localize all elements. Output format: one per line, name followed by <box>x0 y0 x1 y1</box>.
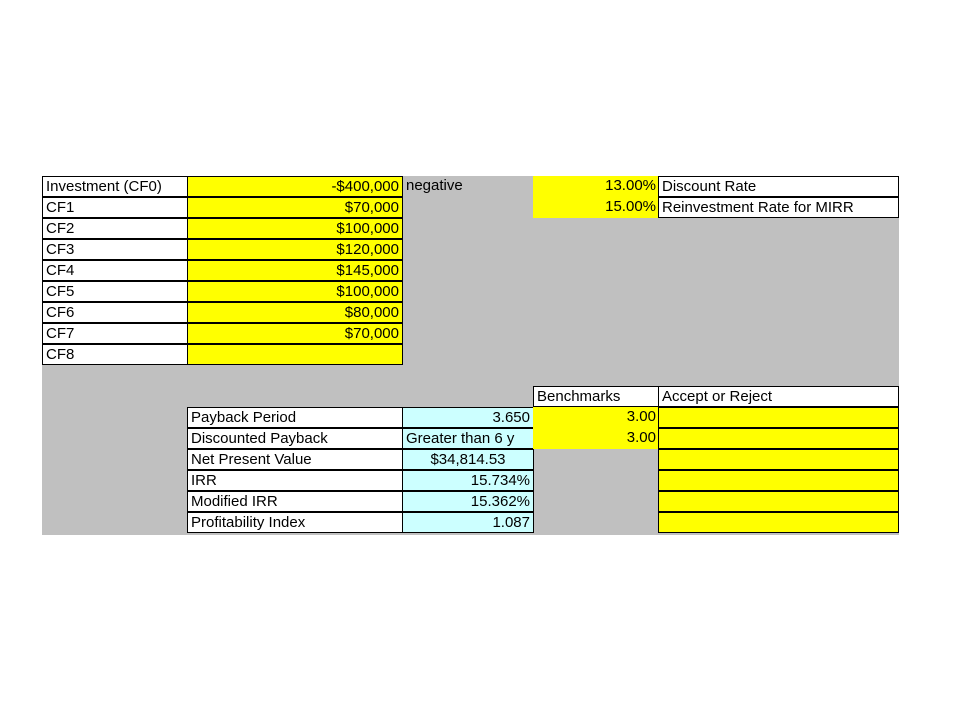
mirr-value[interactable]: 15.362% <box>402 491 534 512</box>
npv-value[interactable]: $34,814.53 <box>402 449 534 470</box>
cf6-value-cell[interactable]: $80,000 <box>187 302 403 323</box>
discounted-payback-label[interactable]: Discounted Payback <box>187 428 403 449</box>
profitability-index-value[interactable]: 1.087 <box>402 512 534 533</box>
cf8-value-cell[interactable] <box>187 344 403 365</box>
cf1-value-cell[interactable]: $70,000 <box>187 197 403 218</box>
cf6-label-cell[interactable]: CF6 <box>42 302 188 323</box>
profitability-index-decision[interactable] <box>658 512 899 533</box>
mirr-label[interactable]: Modified IRR <box>187 491 403 512</box>
negative-note: negative <box>406 177 463 194</box>
payback-period-value[interactable]: 3.650 <box>402 407 534 428</box>
cf3-value-cell[interactable]: $120,000 <box>187 239 403 260</box>
payback-period-benchmark[interactable]: 3.00 <box>533 407 659 428</box>
cf7-value-cell[interactable]: $70,000 <box>187 323 403 344</box>
reinvestment-rate-label-cell[interactable]: Reinvestment Rate for MIRR <box>658 197 899 218</box>
mirr-decision[interactable] <box>658 491 899 512</box>
irr-decision[interactable] <box>658 470 899 491</box>
cf4-label-cell[interactable]: CF4 <box>42 260 188 281</box>
cf5-value-cell[interactable]: $100,000 <box>187 281 403 302</box>
cf8-label-cell[interactable]: CF8 <box>42 344 188 365</box>
irr-value[interactable]: 15.734% <box>402 470 534 491</box>
payback-period-decision[interactable] <box>658 407 899 428</box>
accept-reject-header[interactable]: Accept or Reject <box>658 386 899 407</box>
reinvestment-rate-value-cell[interactable]: 15.00% <box>533 197 659 218</box>
cf0-label-cell[interactable]: Investment (CF0) <box>42 176 188 197</box>
cf0-value-cell[interactable]: -$400,000 <box>187 176 403 197</box>
npv-label[interactable]: Net Present Value <box>187 449 403 470</box>
cf2-label-cell[interactable]: CF2 <box>42 218 188 239</box>
cf2-value-cell[interactable]: $100,000 <box>187 218 403 239</box>
spreadsheet-area <box>42 176 899 535</box>
discount-rate-value-cell[interactable]: 13.00% <box>533 176 659 197</box>
cf7-label-cell[interactable]: CF7 <box>42 323 188 344</box>
irr-label[interactable]: IRR <box>187 470 403 491</box>
npv-decision[interactable] <box>658 449 899 470</box>
payback-period-label[interactable]: Payback Period <box>187 407 403 428</box>
cf1-label-cell[interactable]: CF1 <box>42 197 188 218</box>
cf4-value-cell[interactable]: $145,000 <box>187 260 403 281</box>
profitability-index-label[interactable]: Profitability Index <box>187 512 403 533</box>
discounted-payback-value[interactable]: Greater than 6 y <box>402 428 534 449</box>
cf5-label-cell[interactable]: CF5 <box>42 281 188 302</box>
discounted-payback-decision[interactable] <box>658 428 899 449</box>
benchmarks-header[interactable]: Benchmarks <box>533 386 659 407</box>
discounted-payback-benchmark[interactable]: 3.00 <box>533 428 659 449</box>
discount-rate-label-cell[interactable]: Discount Rate <box>658 176 899 197</box>
cf3-label-cell[interactable]: CF3 <box>42 239 188 260</box>
